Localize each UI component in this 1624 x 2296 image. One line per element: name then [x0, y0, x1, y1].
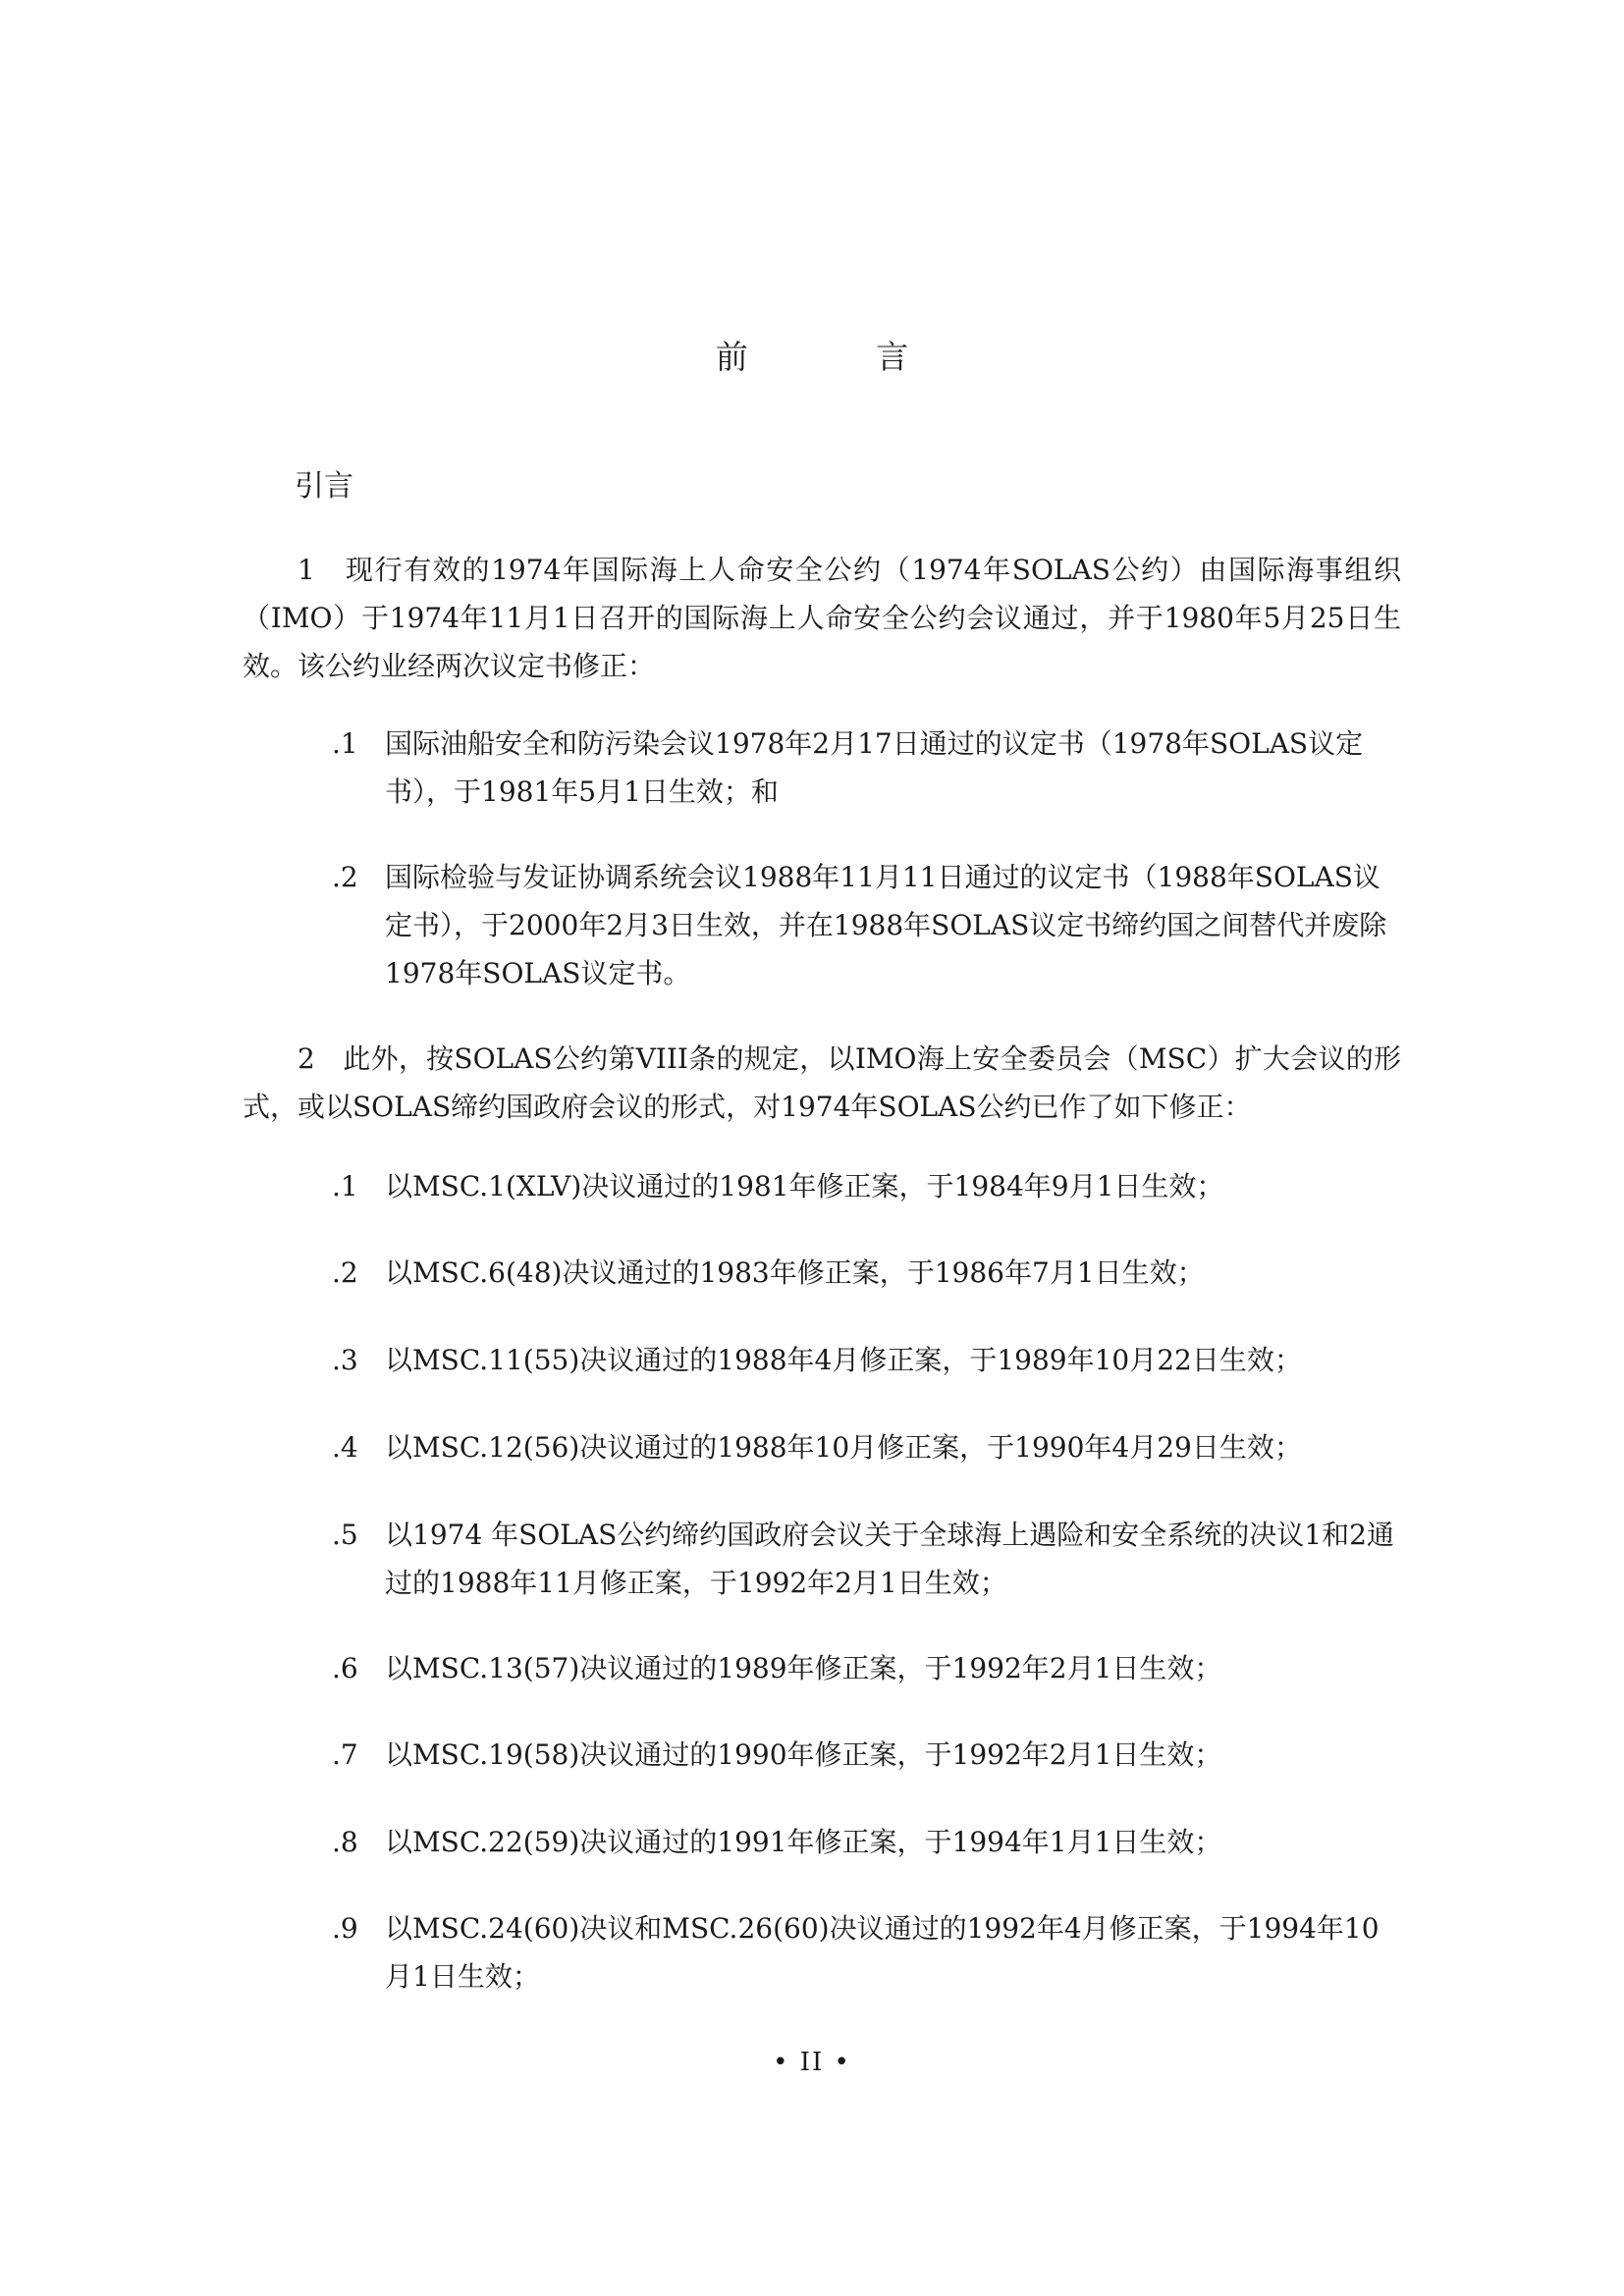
item-number: .5 — [332, 1519, 358, 1551]
item-number: .8 — [332, 1826, 358, 1858]
amendment-item — [332, 1249, 1402, 1297]
item-text: 国际油船安全和防污染会议1978年2月17日通过的议定书（1978年SOLAS议定书），于1981年5月1日生效；和 — [385, 727, 1364, 808]
protocol-item — [332, 853, 1402, 997]
item-number: .1 — [332, 1170, 358, 1202]
amendment-item — [332, 1336, 1402, 1384]
item-number: .4 — [332, 1431, 358, 1464]
amendment-item — [332, 1644, 1402, 1692]
amendment-item — [332, 1731, 1402, 1779]
item-number: .3 — [332, 1344, 358, 1376]
item-text: 以MSC.24(60)决议和MSC.26(60)决议通过的1992年4月修正案，于1994年10月1日生效； — [385, 1912, 1380, 1993]
item-text: 以MSC.13(57)决议通过的1989年修正案，于1992年2月1日生效； — [385, 1652, 1222, 1684]
amendment-item — [332, 1423, 1402, 1471]
paragraph-2: 2 此外，按SOLAS公约第VIII条的规定，以IMO海上安全委员会（MSC）扩大会议的形式，或以SOLAS缔约国政府会议的形式，对1974年SOLAS公约已作了如下修正： — [243, 1042, 1401, 1123]
item-text: 国际检验与发证协调系统会议1988年11月11日通过的议定书（1988年SOLAS议定书），于2000年2月3日生效，并在1988年SOLAS议定书缔约国之间替代并废除1978年SOLAS议定书。 — [385, 861, 1387, 989]
item-text: 以MSC.22(59)决议通过的1991年修正案，于1994年1月1日生效； — [385, 1826, 1222, 1858]
amendment-item — [332, 1511, 1402, 1607]
page-title: 前 言 — [715, 338, 968, 376]
section-heading: 引言 — [295, 469, 353, 504]
item-text: 以MSC.6(48)决议通过的1983年修正案，于1986年7月1日生效； — [385, 1256, 1205, 1289]
paragraph-1: 1 现行有效的1974年国际海上人命安全公约（1974年SOLAS公约）由国际海事组织（IMO）于1974年11月1日召开的国际海上人命安全公约会议通过，并于1980年5月25日生效。该公约业经两次议定书修正： — [243, 554, 1401, 682]
item-number: .2 — [332, 861, 358, 893]
item-number: .2 — [332, 1256, 358, 1289]
protocol-item — [332, 720, 1402, 816]
item-number: .6 — [332, 1652, 358, 1684]
item-text: 以MSC.11(55)决议通过的1988年4月修正案，于1989年10月22日生效； — [385, 1344, 1302, 1376]
item-number: .7 — [332, 1738, 358, 1771]
item-text: 以1974 年SOLAS公约缔约国政府会议关于全球海上遇险和安全系统的决议1和2通过的1988年11月修正案，于1992年2月1日生效； — [385, 1519, 1394, 1599]
amendment-item — [332, 1162, 1402, 1210]
page-number: • II • — [773, 2048, 851, 2077]
item-number: .9 — [332, 1912, 358, 1945]
item-text: 以MSC.12(56)决议通过的1988年10月修正案，于1990年4月29日生效； — [385, 1431, 1302, 1464]
item-number: .1 — [332, 727, 358, 760]
amendment-item — [332, 1904, 1402, 2001]
item-text: 以MSC.19(58)决议通过的1990年修正案，于1992年2月1日生效； — [385, 1738, 1222, 1771]
amendment-item — [332, 1818, 1402, 1866]
item-text: 以MSC.1(XLV)决议通过的1981年修正案，于1984年9月1日生效； — [385, 1170, 1224, 1202]
